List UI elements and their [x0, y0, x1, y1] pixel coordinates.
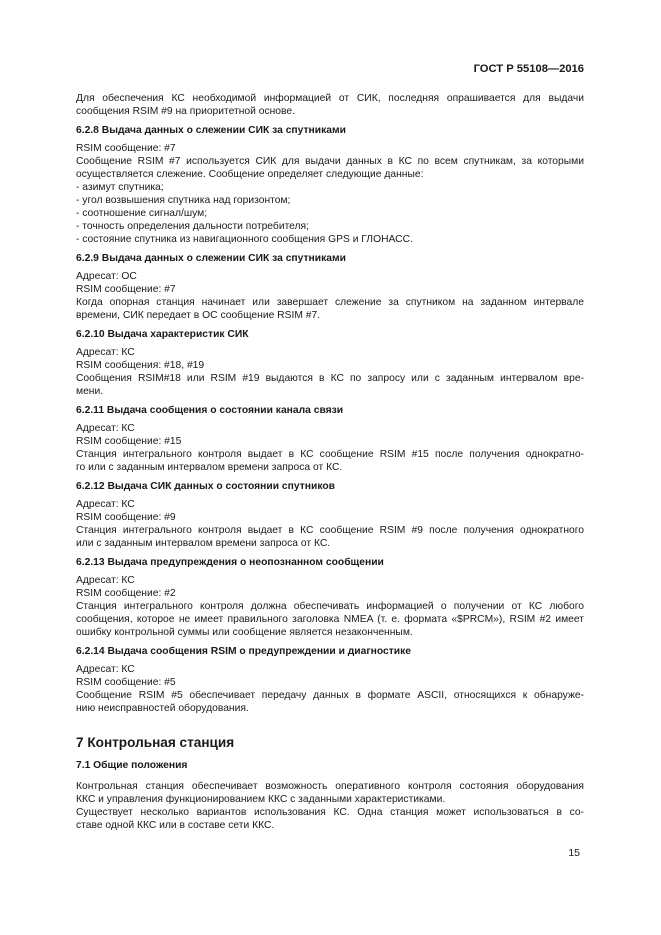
section-6-2-8 — [76, 124, 584, 246]
text-line: Сообщение RSIM #5 обеспечивает передачу данных в формате ASCII, относящихся к обнаруже- — [76, 690, 584, 701]
section-6-2-14 — [76, 645, 584, 715]
text-line: нию неисправностей оборудования. — [76, 703, 249, 714]
list-item: - точность определения дальности потребителя; — [76, 221, 309, 232]
section-6-2-13 — [76, 556, 584, 639]
section-6-2-10 — [76, 328, 584, 398]
section-heading: 6.2.8 Выдача данных о слежении СИК за спутниками — [76, 125, 346, 136]
list-item: - азимут спутника; — [76, 182, 164, 193]
addressee-line: Адресат: КС — [76, 575, 135, 586]
addressee-line: Адресат: КС — [76, 347, 135, 358]
rsim-message-line: RSIM сообщение: #7 — [76, 143, 176, 154]
text-line: времени, СИК передает в ОС сообщение RSIM #7. — [76, 310, 321, 321]
text-line: ошибку контрольной суммы или сообщение является незаконченным. — [76, 627, 413, 638]
list-item: - соотношение сигнал/шум; — [76, 208, 208, 219]
section-heading: 6.2.12 Выдача СИК данных о состоянии спутников — [76, 481, 335, 492]
text-line: Сообщение RSIM #7 используется СИК для выдачи данных в КС по всем спутникам, за которыми — [76, 156, 584, 167]
subsection-heading: 7.1 Общие положения — [76, 760, 188, 771]
text-line: Контрольная станция обеспечивает возможность оперативного контроля состояния оборудования — [76, 781, 584, 792]
addressee-line: Адресат: КС — [76, 664, 135, 675]
text-line: Существует несколько вариантов использования КС. Одна станция может использоваться в со- — [76, 807, 584, 818]
rsim-message-line: RSIM сообщение: #7 — [76, 284, 176, 295]
text-line: или с заданным интервалом времени запроса от КС. — [76, 538, 331, 549]
addressee-line: Адресат: КС — [76, 499, 135, 510]
section-heading: 6.2.13 Выдача предупреждения о неопознанном сообщении — [76, 557, 384, 568]
text-line: Станция интегрального контроля выдает в КС сообщение RSIM #15 после получения однократно- — [76, 449, 584, 460]
text-line: Когда опорная станция начинает или завершает слежение за спутником на заданном интервале — [76, 297, 584, 308]
addressee-line: Адресат: ОС — [76, 271, 137, 282]
page-number: 15 — [568, 847, 580, 859]
list-item: - состояние спутника из навигационного сообщения GPS и ГЛОНАСС. — [76, 234, 413, 245]
section-heading: 6.2.14 Выдача сообщения RSIM о предупреждении и диагностике — [76, 646, 411, 657]
text-line: ставе одной ККС или в составе сети ККС. — [76, 820, 275, 831]
rsim-message-line: RSIM сообщение: #5 — [76, 677, 176, 688]
list-item: - угол возвышения спутника над горизонтом; — [76, 195, 291, 206]
text-line: сообщения, которое не имеет правильного заголовка NMEA (т. е. формата «$PRCM»), RSIM #2 имеет — [76, 614, 584, 625]
intro-paragraph — [76, 92, 584, 118]
section-6-2-9 — [76, 252, 584, 322]
rsim-message-line: RSIM сообщения: #18, #19 — [76, 360, 205, 371]
text-line: Сообщения RSIM#18 или RSIM #19 выдаются в КС по запросу или с заданным интервалом вре- — [76, 373, 584, 384]
section-6-2-12 — [76, 480, 584, 550]
rsim-message-line: RSIM сообщение: #9 — [76, 512, 176, 523]
section-heading: 6.2.10 Выдача характеристик СИК — [76, 329, 249, 340]
chapter-heading: 7 Контрольная станция — [76, 735, 235, 750]
section-heading: 6.2.9 Выдача данных о слежении СИК за спутниками — [76, 253, 346, 264]
text-line: сообщения RSIM #9 на приоритетной основе. — [76, 106, 295, 117]
section-heading: 6.2.11 Выдача сообщения о состоянии канала связи — [76, 405, 344, 416]
rsim-message-line: RSIM сообщение: #15 — [76, 436, 182, 447]
text-line: ККС и управления функционированием ККС с заданными характеристиками. — [76, 794, 446, 805]
rsim-message-line: RSIM сообщение: #2 — [76, 588, 176, 599]
text-line: осуществляется слежение. Сообщение определяет следующие данные: — [76, 169, 424, 180]
text-line: Станция интегрального контроля выдает в КС сообщение RSIM #9 после получения однократного — [76, 525, 584, 536]
section-7 — [76, 736, 584, 832]
text-line: Для обеспечения КС необходимой информацией от СИК, последняя опрашивается для выдачи — [76, 93, 584, 104]
text-line: Станция интегрального контроля должна обеспечивать информацией о получении от КС любого — [76, 601, 584, 612]
document-body — [76, 92, 584, 832]
addressee-line: Адресат: КС — [76, 423, 135, 434]
text-line: мени. — [76, 386, 104, 397]
document-code: ГОСТ Р 55108—2016 — [473, 63, 584, 75]
section-6-2-11 — [76, 404, 584, 474]
text-line: го или с заданным интервалом времени запроса от КС. — [76, 462, 343, 473]
